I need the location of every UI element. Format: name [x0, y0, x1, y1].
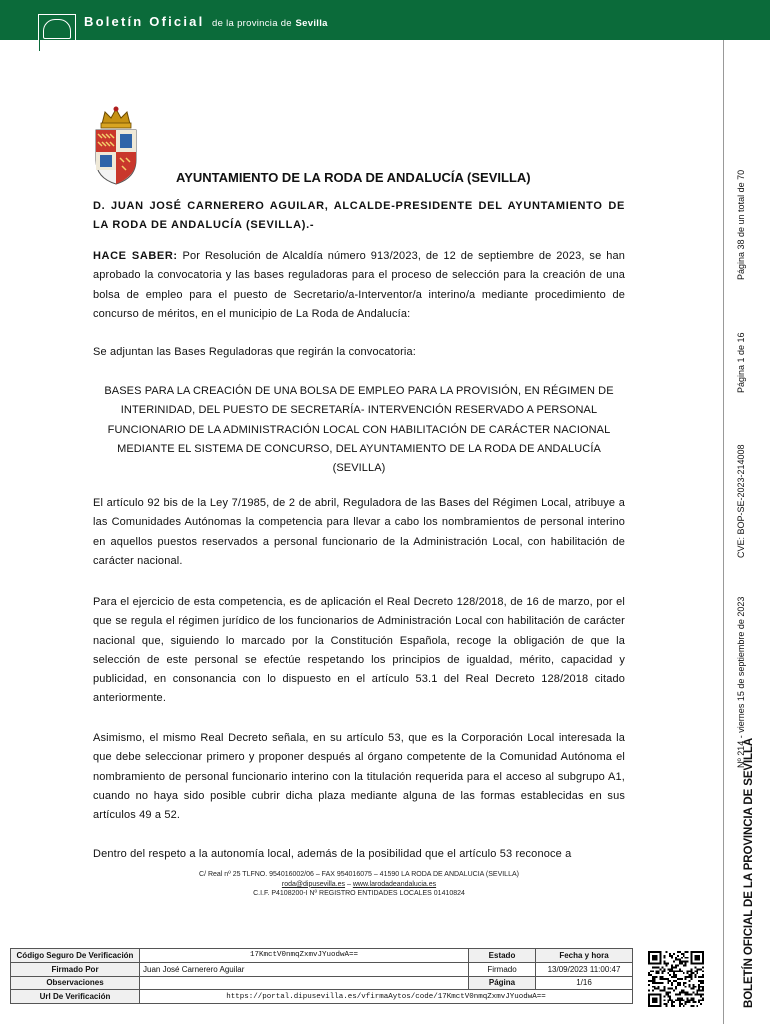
side-bop: BOLETÍN OFICIAL DE LA PROVINCIA DE SEVILLA	[743, 737, 755, 1008]
label-estado: Estado	[469, 949, 536, 963]
bulletin-title	[84, 14, 328, 29]
table-row	[11, 962, 633, 976]
hace-saber-lead: HACE SABER:	[93, 250, 178, 262]
seal-icon	[43, 19, 71, 39]
footer-address	[93, 870, 625, 899]
firmante: Juan José Carnerero Aguilar	[140, 962, 469, 976]
obs-value	[140, 976, 469, 990]
label-firmado: Firmado Por	[11, 962, 140, 976]
footer-contact-line	[93, 880, 625, 890]
hace-saber-paragraph	[93, 247, 625, 324]
label-fecha: Fecha y hora	[536, 949, 633, 963]
paragraph-4: Dentro del respeto a la autonomía local, además de la posibilidad que el artículo 53 reconoce a	[93, 848, 572, 860]
label-obs: Observaciones	[11, 976, 140, 990]
pagina-value: 1/16	[536, 976, 633, 990]
coat-of-arms-icon	[92, 104, 140, 186]
hace-saber-text: Por Resolución de Alcaldía número 913/2023, de 12 de septiembre de 2023, se han aprobado la convocatoria y las bases reguladoras para el proceso de selección para la creación de una bolsa de empleo para el puesto de Secretario/a-Interventor/a interino/a mediante procedimiento de concurso de méritos, en el municipio de La Roda de Andalucía:	[93, 250, 626, 320]
adjuntan-paragraph: Se adjuntan las Bases Reguladoras que regirán la convocatoria:	[93, 346, 416, 358]
side-cve: CVE: BOP-SE-2023-214008	[736, 444, 746, 558]
verification-table	[10, 948, 633, 1004]
footer-cif-line: C.I.F. P4108200-I Nº REGISTRO ENTIDADES LOCALES 01410824	[253, 890, 465, 897]
bulletin-title-main: Boletín Oficial	[84, 14, 205, 29]
fecha-value: 13/09/2023 11:00:47	[536, 962, 633, 976]
label-code: Código Seguro De Verificación	[11, 949, 140, 963]
paragraph-3: Asimismo, el mismo Real Decreto señala, en su artículo 53, que es la Corporación Local interesada la que debe seleccionar primero y proponer después al órgano competente de la Comunidad Autónoma el nombramiento de personal funcionario interino con la titulación requerida para el acceso al subgrupo A1, cuando no haya sido posible cubrir dicha plaza mediante alguna de las formas establecidas en sus artículos 49 a 52.	[93, 732, 625, 822]
paragraph-1: El artículo 92 bis de la Ley 7/1985, de 2 de abril, Reguladora de las Bases del Régimen Local, atribuye a las Comunidades Autónomas la competencia para llevar a cabo los nombramientos de personal interino en aquellos puestos reservados a personal funcionario de la Administración Local, con habilitación de carácter nacional.	[93, 497, 625, 567]
bulletin-title-mid: de la provincia de	[212, 18, 292, 29]
table-row	[11, 976, 633, 990]
label-pagina: Página	[469, 976, 536, 990]
paragraph-2: Para el ejercicio de esta competencia, es de aplicación el Real Decreto 128/2018, de 16 de marzo, por el que se regula el régimen jurídico de los funcionarios de Administración Local con habilitación de carácter nacional que, siguiendo lo marcado por la Constitución Española, recoge la obligación de que la selección de este personal se efectúe respetando los principios de igualdad, mérito, capacidad y publicidad, en consonancia con lo dispuesto en el artículo 53.1 del Real Decreto 128/2018 citado anteriormente.	[93, 596, 625, 705]
footer-sep: –	[345, 880, 353, 888]
label-url: Url De Verificación	[11, 990, 140, 1004]
footer-address-line: C/ Real nº 25 TLFNO. 954016002/06 – FAX 954016075 – 41590 LA RODA DE ANDALUCIA (SEVILLA)	[199, 871, 519, 878]
footer-web-link[interactable]: www.larodadeandalucia.es	[352, 880, 437, 888]
side-page-of: Página 1 de 16	[736, 332, 746, 393]
bases-title: BASES PARA LA CREACIÓN DE UNA BOLSA DE EMPLEO PARA LA PROVISIÓN, EN RÉGIMEN DE INTERINIDAD, DEL PUESTO DE SECRETARÍA- INTERVENCIÓN RESERVADO A PERSONAL FUNCIONARIO DE LA ADMINISTRACIÓN LOCAL CON HABILITACIÓN DE CARÁCTER NACIONAL MEDIANTE EL SISTEMA DE CONCURSO, DEL AYUNTAMIENTO DE LA RODA DE ANDALUCÍA (SEVILLA)	[104, 385, 614, 475]
alcalde-heading: D. JUAN JOSÉ CARNERERO AGUILAR, ALCALDE-PRESIDENTE DEL AYUNTAMIENTO DE LA RODA DE ANDALUCÍA (SEVILLA).-	[93, 200, 625, 232]
bulletin-title-place: Sevilla	[295, 18, 328, 29]
qr-code-icon	[648, 951, 704, 1007]
verification-code: 17KmctV0nmqZxmvJYuodwA==	[140, 949, 469, 963]
footer-email-link[interactable]: roda@dipusevilla.es	[281, 880, 346, 888]
ayuntamiento-title: AYUNTAMIENTO DE LA RODA DE ANDALUCÍA (SEVILLA)	[176, 170, 531, 185]
side-issue: Nº 214 - viernes 15 de septiembre de 2023	[736, 596, 746, 768]
verification-url-link[interactable]: https://portal.dipusevilla.es/vfirmaAytos/code/17KmctV0nmqZxmvJYuodwA==	[140, 990, 633, 1004]
estado-value: Firmado	[469, 962, 536, 976]
table-row	[11, 949, 633, 963]
table-row	[11, 990, 633, 1004]
side-pages-total: Página 38 de un total de 70	[736, 169, 746, 280]
